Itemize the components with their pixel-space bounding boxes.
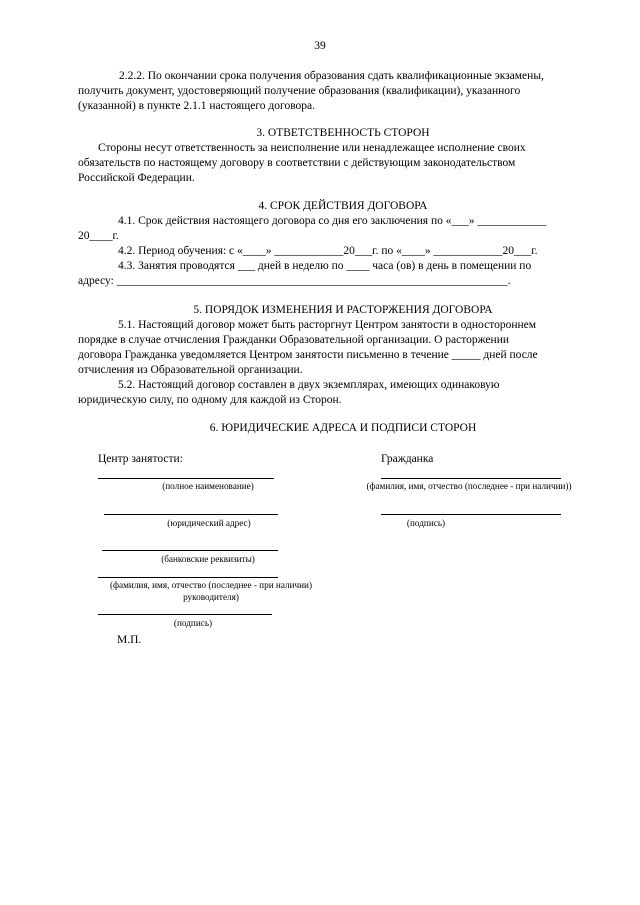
citizen-fio-signature-line bbox=[381, 478, 561, 479]
clause-4-3-line-1: 4.3. Занятия проводятся ___ дней в неделю по ____ часа (ов) в день в помещении по bbox=[118, 260, 532, 272]
section-3-line-3: Российской Федерации. bbox=[78, 172, 195, 184]
section-3-line-1: Стороны несут ответственность за неисполнение или ненадлежащее исполнение своих bbox=[98, 142, 526, 154]
org-name-caption: (полное наименование) bbox=[162, 481, 254, 491]
clause-5-1-line-3: договора Гражданка уведомляется Центром занятости письменно в течение _____ дней после bbox=[78, 349, 538, 361]
director-fio-caption-line-2: руководителя) bbox=[183, 592, 239, 602]
clause-2-2-2-line-3: (указанной) в пункте 2.1.1 настоящего договора. bbox=[78, 100, 316, 112]
clause-4-2: 4.2. Период обучения: с «____» ____________20___г. по «____» ____________20___г. bbox=[118, 245, 538, 257]
section-6-title: 6. ЮРИДИЧЕСКИЕ АДРЕСА И ПОДПИСИ СТОРОН bbox=[209, 422, 477, 434]
clause-4-3-line-2: адресу: ____________________________________________________________________. bbox=[78, 275, 511, 287]
citizen-heading: Гражданка bbox=[381, 453, 434, 465]
director-signature-line bbox=[98, 614, 272, 615]
clause-5-2-line-2: юридическую силу, по одному для каждой из Сторон. bbox=[78, 394, 342, 406]
bank-details-caption: (банковские реквизиты) bbox=[161, 554, 255, 564]
stamp-placeholder: М.П. bbox=[117, 634, 142, 646]
section-3-line-2: обязательств по настоящему договору в соответствии с действующим законодательством bbox=[78, 157, 516, 169]
citizen-fio-caption: (фамилия, имя, отчество (последнее - при наличии)) bbox=[366, 481, 572, 491]
section-5-title: 5. ПОРЯДОК ИЗМЕНЕНИЯ И РАСТОРЖЕНИЯ ДОГОВОРА bbox=[193, 304, 493, 316]
clause-5-1-line-2: порядке в случае отчисления Гражданки Образовательной организации. О расторжении bbox=[78, 334, 510, 346]
director-signature-caption: (подпись) bbox=[173, 618, 213, 628]
org-name-signature-line bbox=[98, 478, 274, 479]
clause-5-1-line-4: отчисления из Образовательной организации. bbox=[78, 364, 303, 376]
clause-5-1-line-1: 5.1. Настоящий договор может быть расторгнут Центром занятости в одностороннем bbox=[118, 319, 537, 331]
clause-4-1-continued: 20____г. bbox=[78, 230, 119, 242]
section-4-title: 4. СРОК ДЕЙСТВИЯ ДОГОВОРА bbox=[258, 200, 428, 212]
section-3-title: 3. ОТВЕТСТВЕННОСТЬ СТОРОН bbox=[256, 127, 430, 139]
page-number: 39 bbox=[314, 40, 326, 52]
citizen-signature-line bbox=[381, 514, 561, 515]
director-fio-caption-line-1: (фамилия, имя, отчество (последнее - при наличии) bbox=[110, 580, 312, 590]
clause-2-2-2-line-2: получить документ, удостоверяющий получение образования (квалификации), указанного bbox=[78, 85, 521, 97]
org-address-caption: (юридический адрес) bbox=[167, 518, 251, 528]
org-address-signature-line bbox=[104, 514, 278, 515]
clause-4-1: 4.1. Срок действия настоящего договора со дня его заключения по «___» ____________ bbox=[118, 215, 547, 227]
clause-5-2-line-1: 5.2. Настоящий договор составлен в двух экземплярах, имеющих одинаковую bbox=[118, 379, 500, 391]
citizen-signature-caption: (подпись) bbox=[406, 518, 446, 528]
director-fio-signature-line bbox=[98, 577, 278, 578]
bank-details-signature-line bbox=[102, 550, 278, 551]
employment-center-heading: Центр занятости: bbox=[98, 453, 183, 465]
clause-2-2-2-line-1: 2.2.2. По окончании срока получения образования сдать квалификационные экзамены, bbox=[119, 70, 544, 82]
